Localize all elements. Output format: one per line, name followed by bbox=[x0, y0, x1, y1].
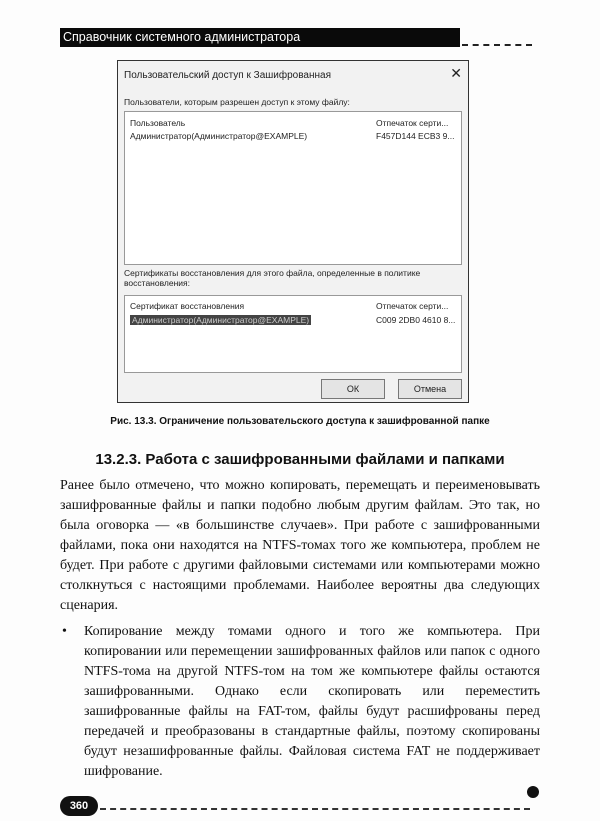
users-list-header bbox=[130, 118, 456, 130]
footer-divider bbox=[100, 808, 530, 810]
cancel-button[interactable]: Отмена bbox=[398, 379, 462, 399]
bullet-list bbox=[60, 622, 540, 782]
body-paragraph: Ранее было отмечено, что можно копировать, перемещать и переименовывать зашифрованные файлы и папки подобно любым другим файлам. Это так, но была оговорка — «в большинстве случаев». При работе с зашифрованными файлами, пока они находятся на NTFS-томах того же компьютера, проблем не будет. При работе с другими файловыми системами или компьютерами можно столкнуться с настоящими проблемами. Наиболее вероятны два следующих сценария. bbox=[60, 478, 540, 613]
page-number: 360 bbox=[60, 796, 98, 816]
ok-button[interactable]: ОК bbox=[321, 379, 385, 399]
running-header: Справочник системного администратора bbox=[60, 28, 460, 47]
page-footer bbox=[60, 796, 540, 818]
bullet-icon: • bbox=[62, 624, 67, 639]
close-icon[interactable]: ✕ bbox=[450, 65, 462, 81]
bullet-item: Копирование между томами одного и того же компьютера. При копировании или перемещении зашифрованных файлов или папок с одного NTFS-тома на другой NTFS-том на том же компьютере файлы остаются зашифрованными. Однако если скопировать или переместить зашифрованные файлы на FAT-том, файлы будут расшифрованы перед передачей и преобразованы в стандартные файлы, поэтому скопированы будут незашифрованные файлы. Файловая система FAT не поддерживает шифрование. bbox=[84, 624, 540, 779]
dialog-title: Пользовательский доступ к Зашифрованная bbox=[124, 70, 331, 81]
users-label: Пользователи, которым разрешен доступ к этому файлу: bbox=[124, 97, 350, 107]
list-item[interactable] bbox=[130, 131, 456, 143]
column-thumbprint[interactable]: Отпечаток серти... bbox=[376, 118, 449, 128]
recovery-list[interactable] bbox=[124, 295, 462, 373]
recovery-label: Сертификаты восстановления для этого файла, определенные в политике восстановления: bbox=[124, 268, 421, 288]
users-list[interactable] bbox=[124, 111, 462, 265]
recovery-list-header bbox=[130, 301, 456, 313]
recovery-thumbprint: C009 2DB0 4610 8... bbox=[376, 315, 456, 325]
section-heading: 13.2.3. Работа с зашифрованными файлами и папками bbox=[95, 451, 505, 468]
user-thumbprint: F457D144 ECB3 9... bbox=[376, 131, 455, 141]
column-thumbprint[interactable]: Отпечаток серти... bbox=[376, 301, 449, 311]
footer-dot-icon bbox=[527, 786, 539, 798]
column-recovery-cert[interactable]: Сертификат восстановления bbox=[130, 301, 245, 311]
text-column bbox=[60, 450, 540, 818]
figure-caption: Рис. 13.3. Ограничение пользовательского доступа к зашифрованной папке bbox=[110, 416, 490, 427]
recovery-cert-name: Администратор(Администратор@EXAMPLE) bbox=[132, 315, 310, 325]
user-access-dialog bbox=[117, 60, 469, 403]
column-user[interactable]: Пользователь bbox=[130, 118, 186, 128]
user-name: Администратор(Администратор@EXAMPLE) bbox=[130, 131, 308, 141]
header-divider bbox=[462, 44, 532, 46]
list-item[interactable] bbox=[130, 315, 456, 327]
